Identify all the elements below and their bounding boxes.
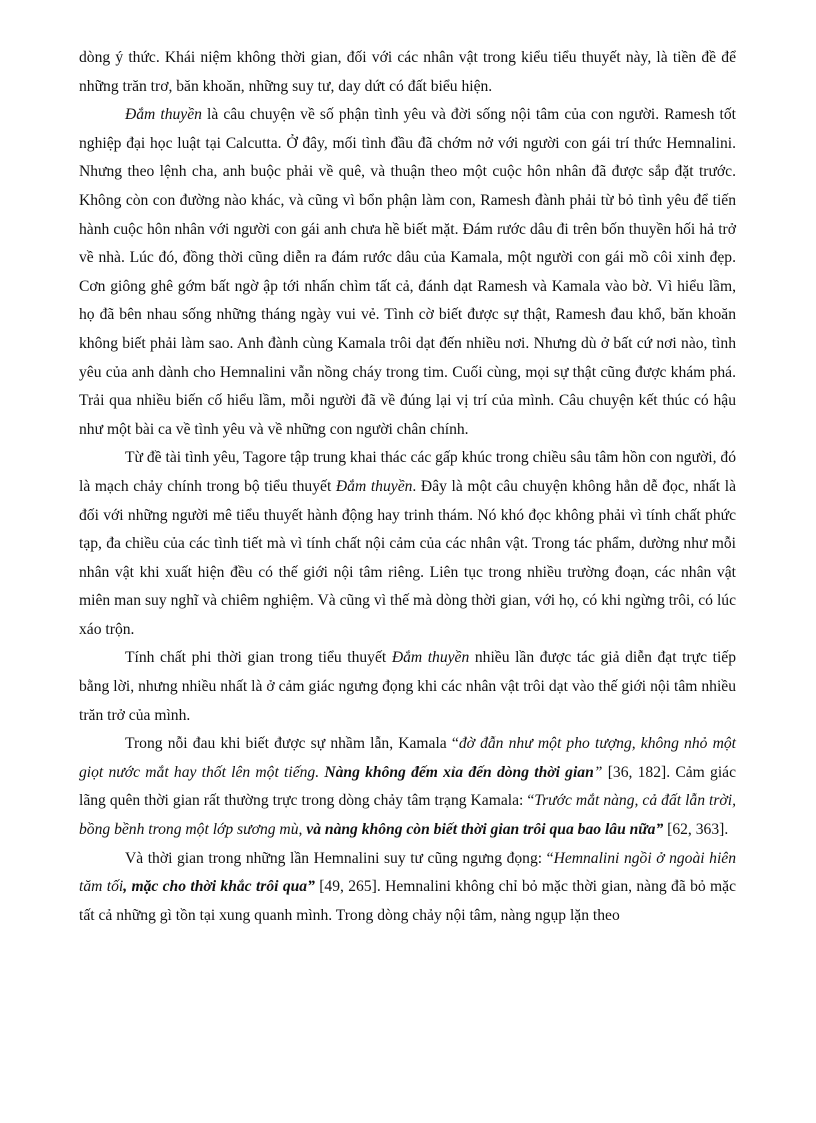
- book-title-dam-thuyen: Đắm thuyền: [391, 649, 470, 667]
- book-title-dam-thuyen: Đắm thuyền: [335, 477, 413, 495]
- paragraph-6: [79, 845, 736, 931]
- paragraph-3-text-start: Từ đề tài tình yêu, Tagore tập trung khai thác các gấp khúc trong chiều sâu tâm hồn con người, đó là mạch chảy chính trong bộ tiểu thuyết: [79, 449, 736, 495]
- quote-bold-italic: , mặc cho thời khắc trôi qua”: [123, 878, 315, 896]
- paragraph-2: [79, 101, 736, 444]
- quote-italic: Hemnalini ngồi ở ngoài hiên tăm tối: [79, 849, 736, 896]
- citation: [62, 363].: [663, 821, 729, 839]
- quote-italic: Trước mắt nàng, cả đất lẫn trời, bồng bềnh trong một lớp sương mù,: [79, 792, 736, 839]
- paragraph-4-text-start: Tính chất phi thời gian trong tiểu thuyết: [125, 649, 392, 667]
- quote-italic: đờ đẫn như một pho tượng, không nhỏ một giọt nước mắt hay thốt lên một tiếng.: [79, 735, 736, 781]
- quote-bold-italic: Nàng không đếm xỉa đến dòng thời gian: [324, 763, 594, 781]
- paragraph-6-text-1: Và thời gian trong những lần Hemnalini suy tư cũng ngưng đọng: “: [125, 849, 554, 867]
- paragraph-6-text-end: [49, 265]. Hemnalini không chỉ bỏ mặc thời gian, nàng đã bỏ mặc tất cả những gì tồn tại xung quanh mình. Trong dòng chảy nội tâm, nàng ngụp lặn theo: [79, 878, 736, 924]
- paragraph-5: [79, 730, 736, 844]
- quote-bold-italic: và nàng không còn biết thời gian trôi qua bao lâu nữa”: [306, 821, 664, 839]
- paragraph-2-text: là câu chuyện về số phận tình yêu và đời sống nội tâm của con người. Ramesh tốt nghiệp đại học luật tại Calcutta. Ở đây, mối tình đầu đã chớm nở với người con gái trí thức Hemnalini. Nhưng theo lệnh cha, anh buộc phải về quê, và thuận theo một cuộc hôn nhân đã được sắp đặt trước. Không còn con đường nào khác, và cũng vì bổn phận làm con, Ramesh đành phải từ bỏ tình yêu để tiến hành cuộc hôn nhân với người con gái anh chưa hề biết mặt. Đám rước dâu đi trên bốn thuyền hối hả trở về nhà. Lúc đó, đồng thời cũng diễn ra đám rước dâu của Kamala, một người con gái mồ côi xinh đẹp. Cơn giông ghê gớm bất ngờ ập tới nhấn chìm tất cả, đánh dạt Ramesh và Kamala vào bờ. Vì hiểu lầm, họ đã bên nhau sống những tháng ngày vui vẻ. Tình cờ biết được sự thật, Ramesh đau khổ, băn khoăn không biết phải làm sao. Anh đành cùng Kamala trôi dạt đến nhiều nơi. Nhưng dù ở bất cứ nơi nào, tình yêu của anh dành cho Hemnalini vẫn nồng cháy trong tim. Cuối cùng, mọi sự thật cũng được khám phá. Trải qua nhiều biến cố hiểu lầm, mỗi người đã về đúng lại vị trí của mình. Câu chuyện kết thúc có hậu như một bài ca về tình yêu và về những con người chân chính.: [79, 106, 736, 438]
- paragraph-3: [79, 444, 736, 644]
- quote-italic: ”: [593, 763, 603, 781]
- document-page: [79, 44, 736, 930]
- paragraph-1-text: dòng ý thức. Khái niệm không thời gian, đối với các nhân vật trong kiểu tiểu thuyết này, là tiền đề để những trăn trơ, băn khoăn, những suy tư, day dứt có đất biểu hiện.: [79, 49, 736, 95]
- paragraph-4-text-end: nhiều lần được tác giả diễn đạt trực tiếp bằng lời, nhưng nhiều nhất là ở cảm giác ngưng đọng khi các nhân vật trôi dạt vào thế giới nội tâm nhiều trăn trở của mình.: [79, 649, 736, 724]
- paragraph-1: [79, 44, 736, 101]
- paragraph-4: [79, 644, 736, 730]
- paragraph-3-text-end: . Đây là một câu chuyện không hẳn dễ đọc, nhất là đối với những người mê tiểu thuyết hành động hay trinh thám. Nó khó đọc không phải vì tính chất phức tạp, đa chiều của các tình tiết mà vì tính chất nội cảm của các nhân vật. Trong tác phẩm, dường như mỗi nhân vật khi xuất hiện đều có thế giới nội tâm riêng. Liên tục trong nhiều trường đoạn, các nhân vật miên man suy nghĩ và chiêm nghiệm. Và cũng vì thế mà dòng thời gian, với họ, có khi ngừng trôi, có lúc xáo trộn.: [79, 477, 736, 638]
- paragraph-5-text-1: Trong nỗi đau khi biết được sự nhầm lẫn, Kamala “: [125, 735, 459, 753]
- book-title-dam-thuyen: Đắm thuyền: [125, 106, 202, 124]
- citation: [36, 182]. Cảm giác lãng quên thời gian rất thường trực trong dòng chảy tâm trạng Kamala: “: [79, 763, 736, 810]
